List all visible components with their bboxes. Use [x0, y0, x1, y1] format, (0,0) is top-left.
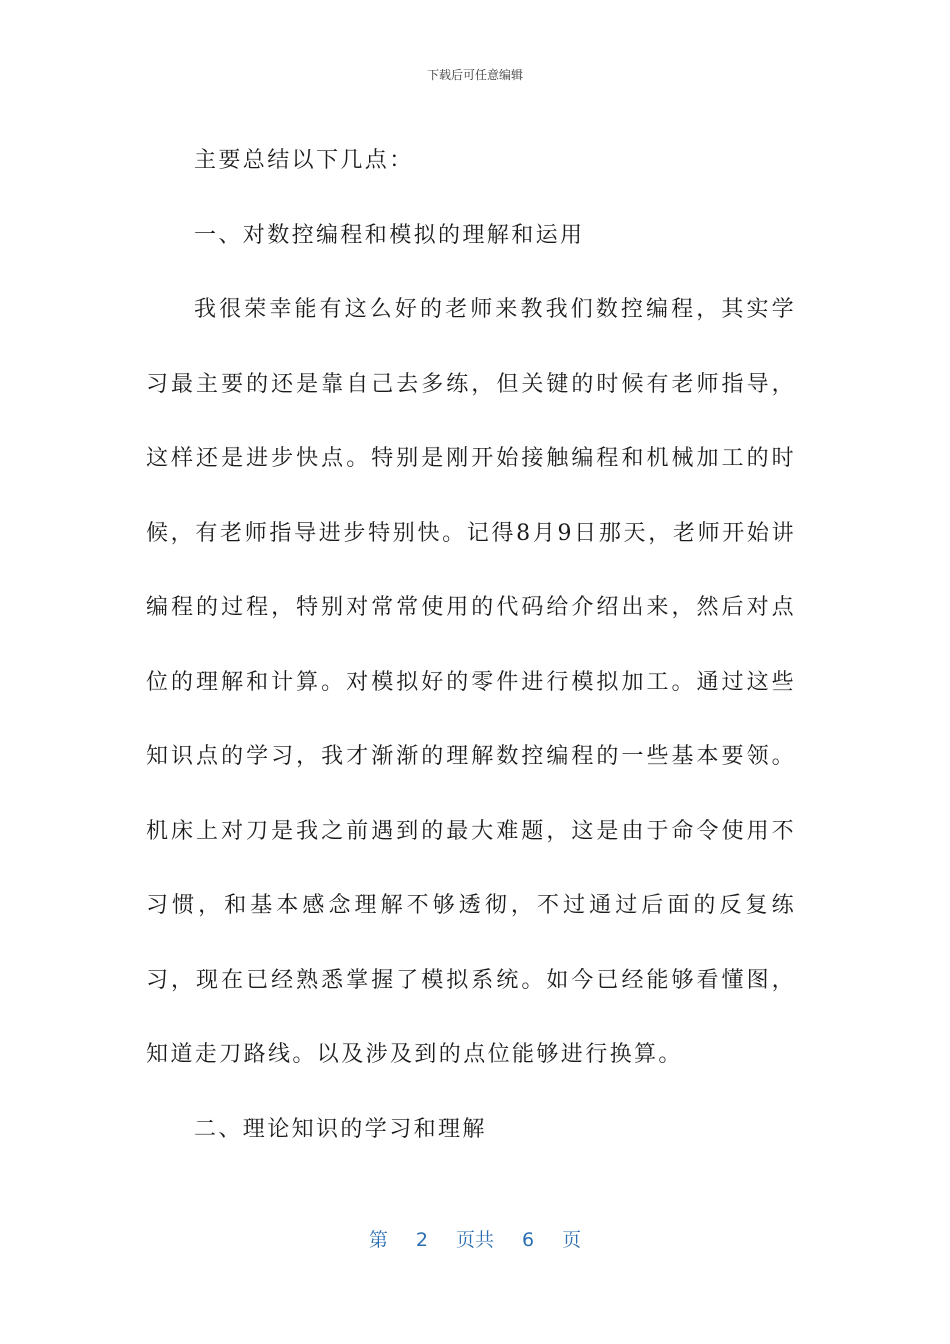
footer-total-pages: 6	[522, 1229, 535, 1251]
paragraph-intro: 主要总结以下几点：	[194, 148, 414, 173]
footer-suffix: 页	[562, 1229, 582, 1251]
footer-prefix: 第	[368, 1229, 388, 1251]
document-body	[146, 124, 796, 1167]
section-heading-1: 一、对数控编程和模拟的理解和运用	[194, 222, 585, 248]
page-footer	[0, 1225, 950, 1252]
footer-page-number: 2	[415, 1229, 428, 1251]
footer-middle: 页共	[455, 1229, 494, 1251]
header-note: 下载后可任意编辑	[426, 68, 523, 82]
section-heading-2: 二、理论知识的学习和理解	[194, 1116, 487, 1142]
paragraph-body: 我很荣幸能有这么好的老师来教我们数控编程，其实学习最主要的还是靠自己去多练，但关键的时候有老师指导，这样还是进步快点。特别是刚开始接触编程和机械加工的时候，有老师指导进步特别快。记得8月9日那天，老师开始讲编程的过程，特别对常常使用的代码给介绍出来，然后对点位的理解和计算。对模拟好的零件进行模拟加工。通过这些知识点的学习，我才渐渐的理解数控编程的一些基本要领。机床上对刀是我之前遇到的最大难题，这是由于命令使用不习惯，和基本感念理解不够透彻，不过通过后面的反复练习，现在已经熟悉掌握了模拟系统。如今已经能够看懂图，知道走刀路线。以及涉及到的点位能够进行换算。	[146, 297, 796, 1067]
